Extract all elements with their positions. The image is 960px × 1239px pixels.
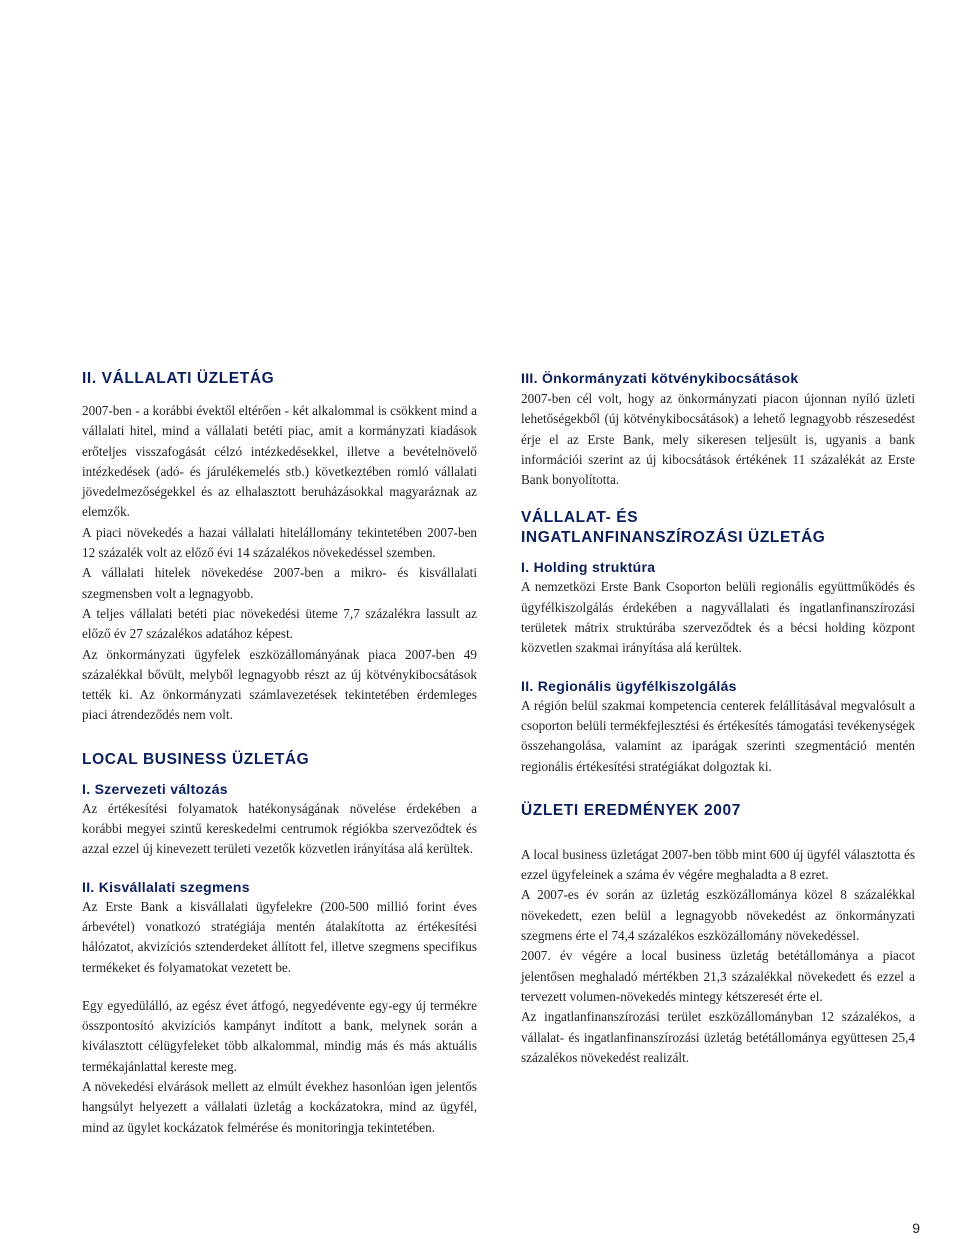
municipal-bonds-text: 2007-ben cél volt, hogy az önkormányzati piacon újonnan nyíló üzleti lehetőségekből (új kötvénykibocsátások) a lehető legnagyobb részesedést érje el az Erste Bank, mely sikeresen teljesült is, ugyanis a bank információi szerint az új kibocsátások értékének 11 százalékát az Erste Bank bonyolította. — [521, 391, 915, 488]
subsection-title-regional: II. Regionális ügyfélkiszolgálás — [521, 677, 737, 694]
small-business-text: Az Erste Bank a kisvállalati ügyfelekre (200-500 millió forint éves árbevétel) vonatkozó stratégiája mentén átalakította az értékesítési hálózatot, akvizíciós sztenderdeket állított fel, illetve szegmens specifikus termékeket és folyamatokat vezetett be. — [82, 898, 477, 975]
org-change-text: Az értékesítési folyamatok hatékonyságának növelése érdekében a korábbi megyei szintű kereskedelmi centrumok régiókba szerveződtek és azzal ezzel új kinevezett területi vezetők közvetlen irányítása alá kerültek. — [82, 800, 477, 857]
section-title-results: ÜZLETI EREDMÉNYEK 2007 — [521, 801, 741, 819]
section-title-corporate: II. VÁLLALATI ÜZLETÁG — [82, 370, 275, 387]
results-paragraph-1: A local business üzletágat 2007-ben több mint 600 új ügyfél választotta és ezzel ügyfeleinek a száma év végére meghaladta a 8 ezret. — [521, 846, 915, 883]
results-paragraph-2: A 2007-es év során az üzletág eszközállománya közel 8 százalékkal növekedett, ezen belül a legnagyobb növekedést az önkormányzati szegmens érte el 74,4 százalékos eszközállomány növekedéssel. — [521, 887, 915, 944]
intro-paragraph-4: A teljes vállalati betéti piac növekedési üteme 7,7 százalékra lassult az előző év 27 százalékos adatához képest. — [82, 605, 477, 642]
holding-text: A nemzetközi Erste Bank Csoporton belüli regionális együttműködés és ügyfélkiszolgálás érdekében a nagyvállalati és ingatlanfinanszírozási területek mátrix struktúrába szerveződtek és a bécsi holding központ közvetlen szakmai irányítása alá kerültek. — [521, 579, 915, 656]
subsection-title-org-change: I. Szervezeti változás — [82, 780, 228, 797]
results-paragraph-3: 2007. év végére a local business üzletág betétállománya a piacot jelentősen meghaladó mértékben 21,3 százalékkal növekedett és ezzel a tervezett volumen-növekedés mintegy kétszeresét érte el. — [521, 948, 915, 1004]
subsection-title-municipal-bonds: III. Önkormányzati kötvénykibocsátások — [521, 370, 799, 386]
intro-paragraph-1: 2007-ben - a korábbi évektől eltérően - két alkalommal is csökkent mind a vállalati hitel, mind a vállalati betéti piac, amit a kormányzati kiadások erőteljes visszafogását célzó intézkedésekkel, illetve a bevételnövelő intézkedések (adó- és járulékemelés stb.) következtében romló vállalati jövedelmezőségekkel és az elhalasztott beruházásokkal magyaráznak az elemzők. — [82, 403, 477, 520]
right-column — [521, 369, 915, 1068]
subsection-title-small-business: II. Kisvállalati szegmens — [82, 878, 250, 895]
regional-text: A régión belül szakmai kompetencia centerek felállításával megvalósult a csoporton belüli termékfejlesztési és értékesítés támogatási tevékenységek összehangolása, valamint az iparágak szerinti szegmentáció mentén regionális értékesítési stratégiákat dolgoztak ki. — [521, 697, 915, 774]
small-business-text-3: A növekedési elvárások mellett az elmúlt évekhez hasonlóan igen jelentős hangsúlyt helyezett a vállalati üzletág a kockázatokra, mind az ügyfél, mind az ügylet kockázatok felmérése és monitoringja tekintetében. — [82, 1079, 477, 1135]
intro-paragraph-2: A piaci növekedés a hazai vállalati hitelállomány tekintetében 2007-ben 12 százalék volt az előző évi 14 százalékos növekedéssel szemben. — [82, 524, 477, 561]
section-title-local-business: LOCAL BUSINESS ÜZLETÁG — [82, 750, 310, 768]
section-title-real-estate-line1: VÁLLALAT- ÉS — [521, 509, 639, 527]
page-number: 9 — [912, 1220, 920, 1236]
section-title-real-estate-line2: INGATLANFINANSZÍROZÁSI ÜZLETÁG — [521, 529, 826, 547]
results-paragraph-4: Az ingatlanfinanszírozási terület eszközállományban 12 százalékos, a vállalat- és ingatlanfinanszírozási üzletág betétállománya együttesen 25,4 százalékos növekedést realizált. — [521, 1009, 915, 1065]
section-title-real-estate — [521, 508, 915, 548]
small-business-text-2: Egy egyedülálló, az egész évet átfogó, negyedévente egy-egy új termékre összpontosító akvizíciós kampányt indított a bank, melynek során a kiválasztott célügyfeleket több alkalommal, mindig más és más aktuális termékajánlattal kereste meg. — [82, 997, 477, 1074]
subsection-title-holding: I. Holding struktúra — [521, 559, 656, 576]
intro-paragraph-5: Az önkormányzati ügyfelek eszközállományának piaca 2007-ben 49 százalékkal bővült, melyből legnagyobb részt az új kötvénykibocsátások tették ki. Az önkormányzati számlavezetések tekintetében érdemleges piaci átrendeződés nem volt. — [82, 646, 477, 723]
left-column — [82, 369, 477, 1138]
intro-paragraph-3: A vállalati hitelek növekedése 2007-ben a mikro- és kisvállalati szegmensben volt a legnagyobb. — [82, 565, 477, 601]
